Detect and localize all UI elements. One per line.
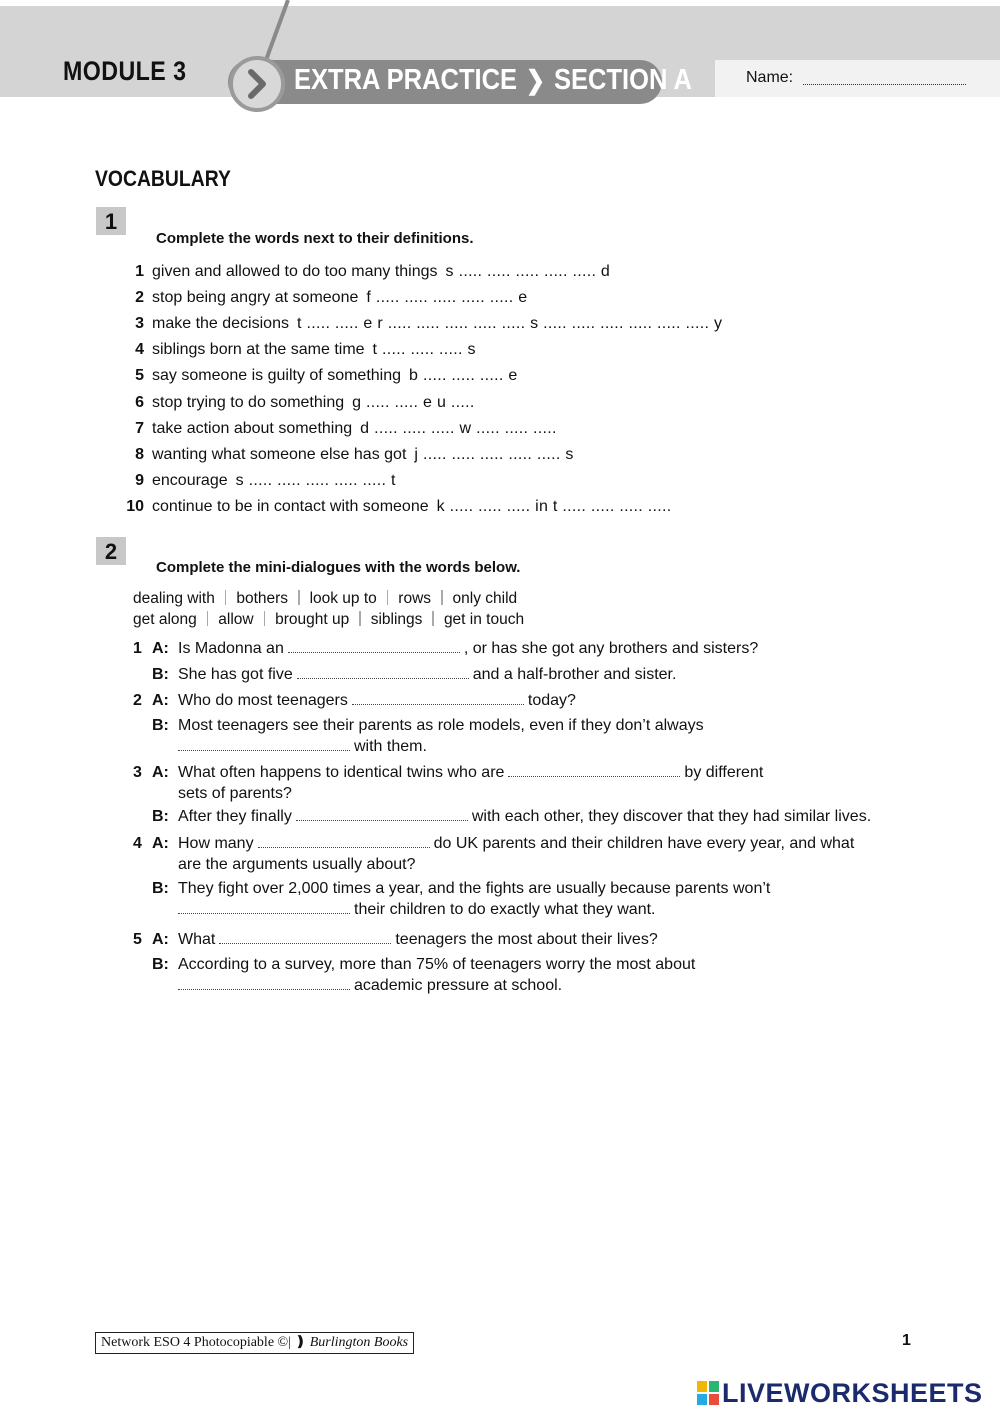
dialogue-speaker: A:	[152, 764, 169, 781]
header-slash-decoration	[252, 0, 292, 60]
liveworksheets-logo[interactable]	[697, 1378, 983, 1409]
dialogue-speaker: B:	[152, 956, 169, 973]
dialogue-text	[178, 835, 854, 853]
dialogue-number: 4	[133, 835, 142, 852]
item-number: 7	[135, 419, 144, 437]
item-word-pattern[interactable]: s ..... ..... ..... ..... ..... t	[235, 471, 396, 489]
item-word-pattern[interactable]: g ..... ..... e u .....	[352, 393, 475, 411]
word-separator	[387, 590, 389, 605]
dialogue-text	[178, 931, 658, 949]
footer-publisher: Burlington Books	[309, 1335, 409, 1350]
dialogue-line	[133, 764, 913, 802]
dialogue-text-before: How many	[178, 835, 254, 852]
item-definition: say someone is guilty of something	[152, 367, 402, 385]
watermark-text: LIVEWORKSHEETS	[722, 1378, 983, 1408]
chevron-right-icon	[239, 66, 275, 102]
word-option: bothers	[236, 590, 289, 607]
dialogue-speaker: B:	[152, 717, 169, 734]
item-number: 2	[135, 289, 144, 307]
dialogue-line	[133, 956, 913, 994]
exercise-1-item	[118, 315, 878, 337]
dialogue-speaker: A:	[152, 835, 169, 852]
answer-gap[interactable]	[258, 835, 430, 848]
dialogue-text-after: their children to do exactly what they want.	[354, 901, 656, 918]
answer-gap[interactable]	[178, 738, 350, 751]
item-definition: take action about something	[152, 419, 353, 437]
item-number: 8	[135, 445, 144, 463]
dialogue-number: 3	[133, 764, 142, 781]
word-box-row-1	[133, 590, 517, 608]
item-word-pattern[interactable]: t ..... ..... e r ..... ..... ..... ..... ..... s ..... ..... ..... ..... ..... ..... y	[296, 315, 723, 333]
exercise-1-item	[118, 367, 878, 389]
dialogue-line	[133, 931, 913, 951]
exercise-1-item	[118, 420, 878, 442]
dialogue-number: 1	[133, 640, 142, 657]
exercise-1-item	[118, 341, 878, 363]
exercise-2-number: 2	[96, 537, 126, 565]
dialogue-line	[133, 717, 913, 755]
word-separator	[441, 590, 443, 605]
module-title: MODULE 3	[63, 56, 187, 86]
exercise-1-item	[118, 498, 878, 520]
exercise-2-instruction: Complete the mini-dialogues with the words below.	[156, 559, 521, 576]
dialogue-text-after: by different	[684, 764, 764, 781]
answer-gap[interactable]	[219, 931, 391, 944]
item-number: 9	[135, 471, 144, 489]
exercise-1-number: 1	[96, 207, 126, 235]
dialogue-text-after: do UK parents and their children have every year, and what	[433, 835, 855, 852]
vocabulary-heading: VOCABULARY	[95, 166, 231, 191]
word-option: brought up	[275, 611, 350, 628]
word-option: siblings	[370, 611, 423, 628]
exercise-1-item	[118, 446, 878, 468]
chevron-separator-icon: ❯	[525, 65, 546, 95]
section-title	[294, 64, 692, 97]
item-word-pattern[interactable]: s ..... ..... ..... ..... ..... d	[445, 263, 611, 280]
dialogue-text	[178, 764, 763, 782]
word-option: get in touch	[443, 611, 525, 628]
dialogue-text-before: Is Madonna an	[178, 640, 284, 657]
liveworksheets-icon	[697, 1381, 719, 1405]
word-option: allow	[218, 611, 254, 628]
exercise-1-item	[118, 263, 878, 285]
dialogue-line	[133, 808, 913, 828]
word-separator	[225, 590, 227, 605]
answer-gap[interactable]	[288, 640, 460, 653]
section-title-part2: SECTION A	[553, 64, 692, 96]
item-word-pattern[interactable]: j ..... ..... ..... ..... ..... s	[414, 445, 574, 463]
item-word-pattern[interactable]: d ..... ..... ..... w ..... ..... .....	[360, 419, 557, 437]
dialogue-text-after: teenagers the most about their lives?	[395, 931, 658, 948]
item-word-pattern[interactable]: t ..... ..... ..... s	[372, 341, 476, 359]
dialogue-continuation	[178, 901, 656, 919]
dialogue-text-before: What	[178, 931, 216, 948]
word-option: only child	[452, 590, 518, 607]
item-word-pattern[interactable]: f ..... ..... ..... ..... ..... e	[366, 289, 528, 307]
dialogue-speaker: B:	[152, 666, 169, 683]
dialogue-number: 5	[133, 931, 142, 948]
item-number: 4	[135, 341, 144, 359]
dialogue-speaker: A:	[152, 640, 169, 657]
word-separator	[359, 611, 361, 626]
item-definition: stop trying to do something	[152, 393, 345, 411]
dialogue-speaker: B:	[152, 880, 169, 897]
exercise-1-instruction: Complete the words next to their definitions.	[156, 230, 474, 247]
dialogue-text	[178, 692, 576, 710]
dialogue-speaker: A:	[152, 692, 169, 709]
dialogue-continuation	[178, 977, 562, 995]
item-word-pattern[interactable]: b ..... ..... ..... e	[409, 367, 518, 385]
dialogue-line	[133, 880, 913, 918]
dialogue-text	[178, 640, 758, 658]
answer-gap[interactable]	[178, 977, 350, 990]
item-definition: siblings born at the same time	[152, 341, 365, 359]
word-option: get along	[133, 611, 197, 628]
answer-gap[interactable]	[178, 901, 350, 914]
dialogue-text: Most teenagers see their parents as role models, even if they don’t always	[178, 717, 704, 734]
name-label: Name:	[746, 69, 794, 86]
dialogue-text-after: with them.	[354, 738, 427, 755]
exercise-1-item	[118, 394, 878, 416]
item-number: 5	[135, 367, 144, 385]
word-option: rows	[398, 590, 432, 607]
dialogue-text-before: Who do most teenagers	[178, 692, 348, 709]
item-definition: continue to be in contact with someone	[152, 497, 429, 515]
dialogue-line	[133, 666, 913, 686]
word-box-row-2	[133, 611, 524, 629]
name-input-line[interactable]	[803, 84, 966, 85]
footer-text: Network ESO 4 Photocopiable ©	[101, 1335, 289, 1350]
dialogue-text-line2: sets of parents?	[178, 785, 292, 802]
dialogue-line	[133, 692, 913, 712]
word-separator	[432, 611, 434, 626]
answer-gap[interactable]	[508, 764, 680, 777]
dialogue-text-after: with each other, they discover that they had similar lives.	[471, 808, 872, 825]
dialogue-text-after: , or has she got any brothers and sisters?	[463, 640, 759, 657]
publisher-logo-icon: ❫	[294, 1335, 307, 1350]
item-definition: given and allowed to do too many things	[152, 263, 438, 280]
page-number: 1	[902, 1332, 911, 1349]
dialogue-text: According to a survey, more than 75% of teenagers worry the most about	[178, 956, 696, 973]
dialogue-text	[178, 666, 676, 684]
item-number: 6	[135, 393, 144, 411]
answer-gap[interactable]	[296, 808, 468, 821]
dialogue-text-before: What often happens to identical twins who are	[178, 764, 505, 781]
dialogue-text-before: She has got five	[178, 666, 293, 683]
answer-gap[interactable]	[297, 666, 469, 679]
word-separator	[298, 590, 300, 605]
word-separator	[264, 611, 266, 626]
section-title-part1: EXTRA PRACTICE	[294, 64, 518, 96]
dialogue-line	[133, 835, 913, 873]
footer-copyright: Network ESO 4 Photocopiable ©| ❫ Burlington Books	[95, 1332, 414, 1354]
item-definition: stop being angry at someone	[152, 289, 359, 307]
dialogue-line	[133, 640, 913, 660]
dialogue-speaker: B:	[152, 808, 169, 825]
word-option: dealing with	[133, 590, 215, 607]
item-definition: wanting what someone else has got	[152, 445, 407, 463]
dialogue-text: They fight over 2,000 times a year, and the fights are usually because parents won’t	[178, 880, 771, 897]
answer-gap[interactable]	[352, 692, 524, 705]
item-word-pattern[interactable]: k ..... ..... ..... in t ..... ..... ..... .....	[436, 497, 672, 515]
dialogue-text-after: academic pressure at school.	[354, 977, 563, 994]
dialogue-text-before: After they finally	[178, 808, 292, 825]
dialogue-text-after: and a half-brother and sister.	[472, 666, 677, 683]
item-definition: make the decisions	[152, 315, 289, 333]
word-separator	[207, 611, 209, 626]
dialogue-number: 2	[133, 692, 142, 709]
item-number: 3	[135, 315, 144, 333]
word-option: look up to	[309, 590, 377, 607]
dialogue-continuation	[178, 738, 427, 756]
exercise-1-item	[118, 289, 878, 311]
item-number: 10	[126, 497, 144, 515]
exercise-1-item	[118, 472, 878, 494]
dialogue-text	[178, 808, 871, 826]
item-number: 1	[135, 263, 144, 280]
dialogue-text-after: today?	[527, 692, 576, 709]
dialogue-text-line2: are the arguments usually about?	[178, 856, 416, 873]
item-definition: encourage	[152, 471, 228, 489]
dialogue-speaker: A:	[152, 931, 169, 948]
